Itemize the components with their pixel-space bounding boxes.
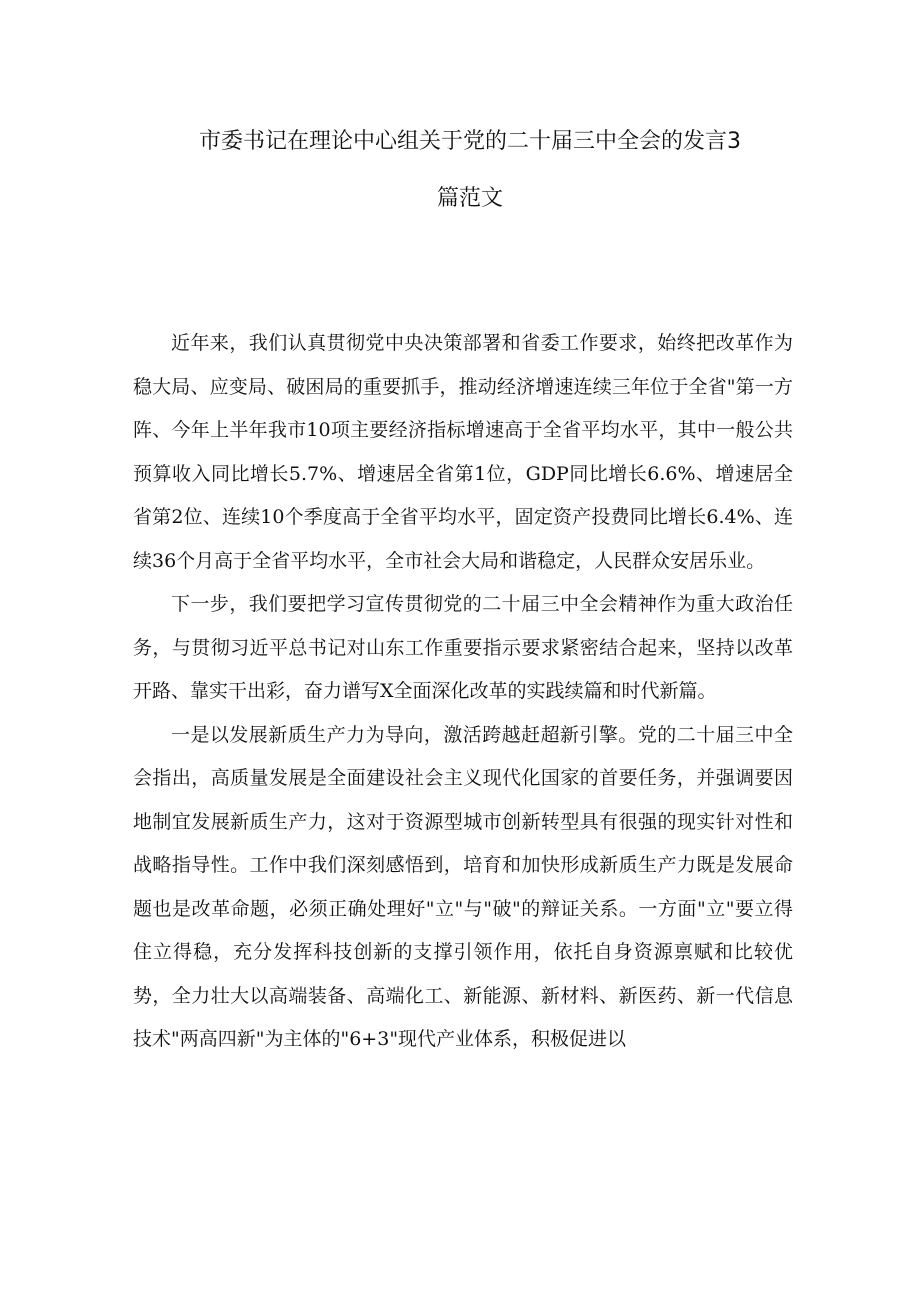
document-title-line-1: 市委书记在理论中心组关于党的二十届三中全会的发言3 — [199, 129, 741, 154]
document-title-line-2: 篇范文 — [436, 186, 503, 211]
paragraph-3: 一是以发展新质生产力为导向，激活跨越赶超新引擎。党的二十届三中全会指出，高质量发展是全面建设社会主义现代化国家的首要任务，并强调要因地制宜发展新质生产力，这对于资源型城市创新转型具有很强的现实针对性和战略指导性。工作中我们深刻感悟到，培育和加快形成新质生产力既是发展命题也是改革命题，必须正确处理好"立"与"破"的辩证关系。一方面"立"要立得住立得稳，充分发挥科技创新的支撑引领作用，依托自身资源禀赋和比较优势，全力壮大以高端装备、高端化工、新能源、新材料、新医药、新一代信息技术"两高四新"为主体的"6+3"现代产业体系，积极促进以 — [133, 723, 793, 1050]
paragraph-2: 下一步，我们要把学习宣传贯彻党的二十届三中全会精神作为重大政治任务，与贯彻习近平总书记对山东工作重要指示要求紧密结合起来，坚持以改革开路、靠实干出彩，奋力谱写X全面深化改革的实践续篇和时代新篇。 — [133, 593, 793, 702]
paragraph-1: 近年来，我们认真贯彻党中央决策部署和省委工作要求，始终把改革作为稳大局、应变局、破困局的重要抓手，推动经济增速连续三年位于全省"第一方阵、今年上半年我市10项主要经济指标增速高于全省平均水平，其中一般公共预算收入同比增长5.7%、增速居全省第1位，GDP同比增长6.6%、增速居全省第2位、连续10个季度高于全省平均水平，固定资产投费同比增长6.4%、连续36个月高于全省平均水平，全市社会大局和谐稳定，人民群众安居乐业。 — [133, 332, 793, 572]
document-body — [133, 322, 793, 1062]
